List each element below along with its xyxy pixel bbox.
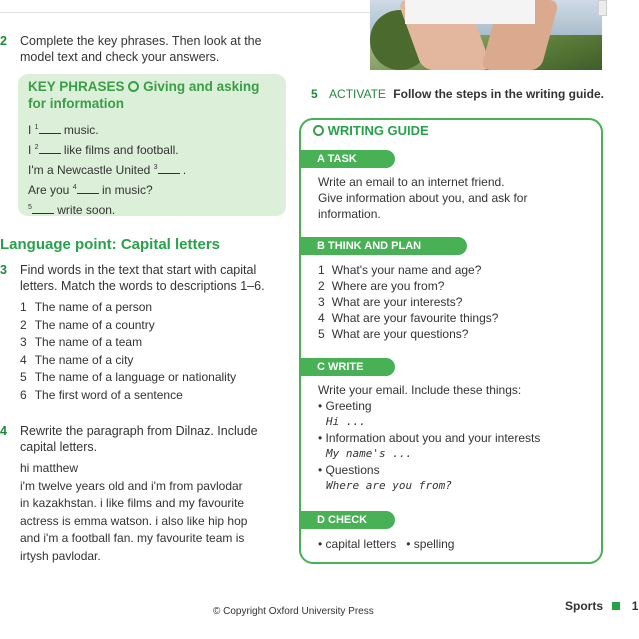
phrase-text: write soon. (53, 203, 116, 217)
description-item (20, 299, 280, 317)
item-text: What are your favourite things? (331, 311, 499, 325)
exercise-instruction: Rewrite the paragraph from Dilnaz. Include capital letters. (20, 424, 258, 454)
writing-guide-heading: WRITING GUIDE (327, 123, 429, 138)
phrase-text: I (28, 143, 35, 157)
description-list (20, 299, 280, 404)
scrollbar[interactable] (598, 0, 607, 16)
circle-icon (313, 125, 324, 136)
item-number: 5 (318, 327, 325, 341)
exercise-number: 4 (0, 424, 7, 438)
copyright-notice: © Copyright Oxford University Press (213, 606, 374, 617)
paragraph-line: irtysh pavlodar. (20, 548, 101, 563)
task-line: information. (318, 207, 381, 221)
item-text: The name of a country (34, 317, 155, 332)
item-text: The name of a city (34, 352, 134, 367)
item-number: 3 (20, 335, 27, 349)
task-line: Give information about you, and ask for (318, 191, 528, 205)
handwritten-example: My name's ... (326, 447, 413, 460)
exercise-instruction: Complete the key phrases. Then look at the model text and check your answers. (20, 34, 262, 64)
gap-blank[interactable] (32, 204, 54, 214)
exercise-instruction: Find words in the text that start with capital letters. Match the words to descriptions 1–6. (20, 263, 265, 293)
item-number: 2 (318, 279, 325, 293)
item-number: 3 (318, 295, 325, 309)
paragraph-line: actress is emma watson. i also like hip hop (20, 513, 248, 528)
key-phrase-line (28, 180, 278, 198)
paragraph-line: i'm twelve years old and i'm from pavlodar (20, 478, 243, 493)
item-text: Where are you from? (331, 279, 445, 293)
exercise-number: 5 (311, 87, 318, 101)
exercise-instruction: Follow the steps in the writing guide. (393, 87, 604, 101)
key-phrase-line (28, 200, 278, 218)
gap-number: 1 (34, 124, 39, 131)
gap-blank[interactable] (77, 184, 99, 194)
description-item (20, 369, 280, 387)
exercise-5 (311, 87, 611, 101)
item-text: The name of a person (34, 300, 153, 314)
plan-question (318, 294, 598, 310)
phrase-text: I (28, 123, 35, 137)
item-text: What's your name and age? (331, 263, 482, 277)
item-number: 5 (20, 370, 27, 384)
description-item (20, 387, 280, 405)
activate-label: ACTIVATE (329, 87, 386, 101)
write-section (318, 382, 598, 494)
page-number: 1 (631, 599, 639, 613)
gap-blank[interactable] (39, 124, 61, 134)
circle-icon (128, 81, 139, 92)
writing-guide-title (313, 123, 429, 138)
key-phrases-heading: Giving and asking for information (28, 79, 260, 111)
key-phrase-line (28, 140, 278, 158)
item-number: 6 (20, 387, 27, 402)
task-text (318, 174, 598, 222)
key-phrase-line (28, 160, 278, 178)
sports-photo (370, 0, 602, 70)
key-phrase-line (28, 120, 278, 138)
write-heading: C WRITE (299, 358, 395, 376)
handwritten-example: Hi ... (326, 415, 366, 428)
gap-number: 2 (34, 144, 39, 151)
write-bullet: • Greeting (318, 399, 372, 413)
phrase-text: music. (60, 123, 99, 137)
gap-number: 3 (153, 164, 158, 171)
item-text: What are your interests? (331, 295, 463, 309)
description-item (20, 317, 280, 335)
plan-question (318, 310, 598, 326)
square-icon (612, 602, 620, 610)
top-divider (0, 12, 370, 13)
item-text: What are your questions? (331, 327, 469, 341)
phrase-text: in music? (98, 183, 153, 197)
plan-question (318, 326, 598, 342)
think-and-plan-heading: B THINK AND PLAN (299, 237, 467, 255)
dilnaz-paragraph (20, 460, 285, 565)
check-items: • capital letters • spelling (318, 537, 455, 551)
key-phrases-title (28, 78, 278, 112)
item-number: 2 (20, 317, 27, 332)
handwritten-example: Where are you from? (326, 479, 452, 492)
item-number: 4 (20, 352, 27, 367)
description-item (20, 334, 280, 352)
item-text: The name of a language or nationality (34, 370, 237, 384)
plan-question (318, 278, 598, 294)
phrase-text: . (179, 163, 187, 177)
gap-number: 5 (28, 204, 32, 211)
item-text: The name of a team (34, 335, 143, 349)
section-name: Sports (565, 599, 604, 613)
write-bullet: • Questions (318, 463, 380, 477)
item-text: The first word of a sentence (34, 387, 183, 402)
item-number: 1 (20, 300, 27, 314)
phrase-text: like films and football. (60, 143, 179, 157)
task-line: Write an email to an internet friend. (318, 175, 505, 189)
write-intro: Write your email. Include these things: (318, 383, 522, 397)
section-footer (565, 599, 638, 613)
task-heading: A TASK (299, 150, 395, 168)
exercise-number: 3 (0, 263, 7, 277)
key-phrases-list (28, 120, 278, 220)
exercise-number: 2 (0, 34, 7, 48)
paragraph-line: hi matthew (20, 461, 79, 475)
gap-blank[interactable] (39, 144, 61, 154)
gap-number: 4 (72, 184, 77, 191)
paragraph-line: in kazakhstan. i like films and my favourite (20, 496, 245, 510)
language-point-title: Language point: Capital letters (0, 236, 221, 253)
phrase-text: Are you (28, 183, 73, 197)
check-heading: D CHECK (299, 511, 395, 529)
write-bullet: • Information about you and your interests (318, 431, 541, 445)
item-number: 1 (318, 263, 325, 277)
think-and-plan-list (318, 262, 598, 342)
paragraph-line: and i'm a football fan. my favourite team is (20, 531, 245, 545)
phrase-text: I'm a Newcastle United (28, 163, 154, 177)
description-item (20, 352, 280, 370)
plan-question (318, 262, 598, 278)
item-number: 4 (318, 311, 325, 325)
gap-blank[interactable] (158, 164, 180, 174)
key-phrases-label: KEY PHRASES (28, 79, 125, 94)
